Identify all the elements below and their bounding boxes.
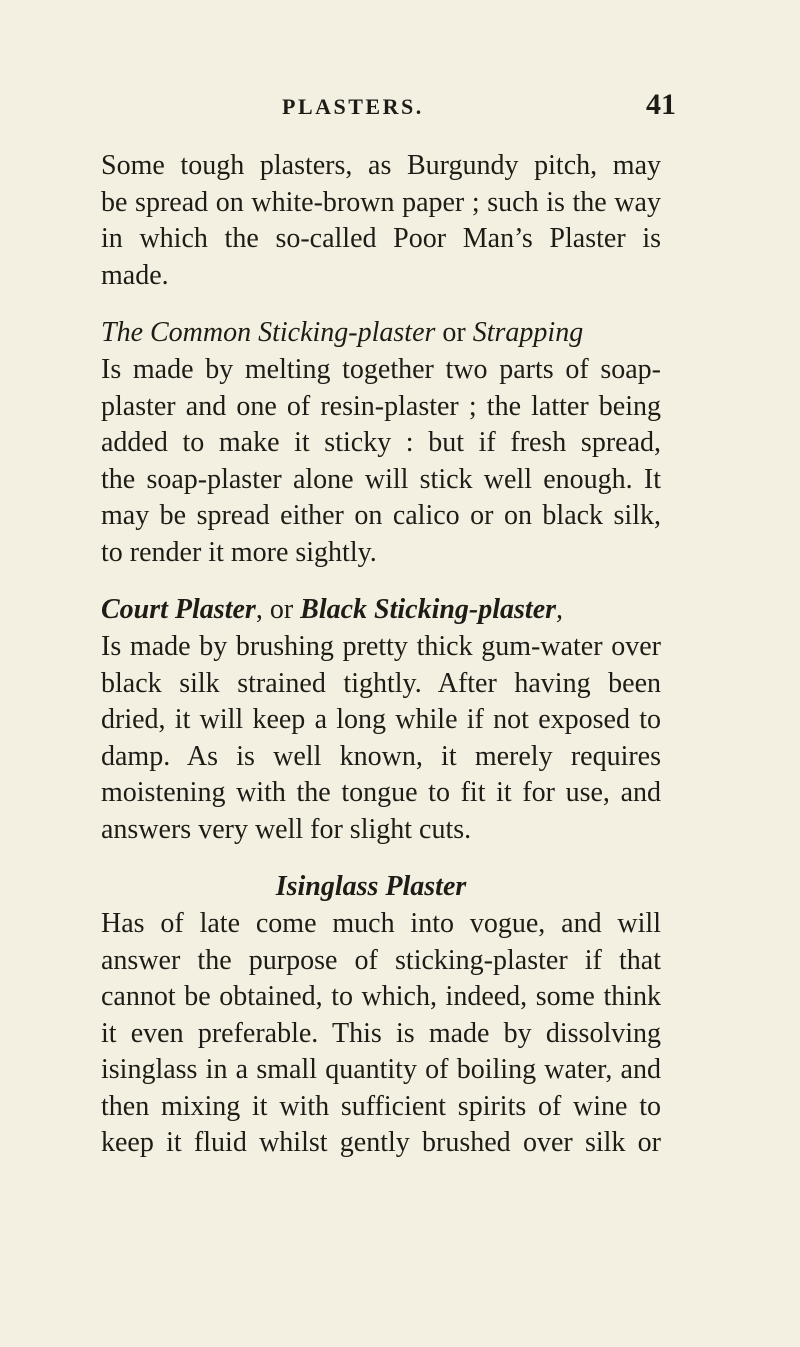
text-line: be spread on white-brown paper ; such is the way xyxy=(101,186,661,218)
section-heading-isinglass-plaster xyxy=(101,868,661,906)
paragraph-poor-mans-plaster xyxy=(101,148,661,294)
text-line: it even preferable. This is made by dissolving xyxy=(101,1017,661,1049)
section-heading-court-plaster xyxy=(101,591,661,629)
body-text xyxy=(101,148,661,1162)
heading-comma: , xyxy=(556,594,564,625)
text-line: answers very well for slight cuts. xyxy=(101,813,472,845)
running-head: PLASTERS. xyxy=(282,94,424,119)
heading-part: Isinglass Plaster xyxy=(275,871,467,902)
text-line: may be spread either on calico or on black silk, xyxy=(101,500,661,531)
heading-part: The Common Sticking-plaster xyxy=(101,317,436,348)
heading-joiner: or xyxy=(435,317,473,348)
paragraph-isinglass-plaster xyxy=(101,906,661,1162)
paragraph-court-plaster xyxy=(101,629,661,848)
page-header xyxy=(0,88,800,128)
page-number: 41 xyxy=(646,88,676,121)
text-line: plaster and one of resin-plaster ; the latter being xyxy=(101,390,661,422)
text-line: Is made by melting together two parts of soap- xyxy=(101,354,661,385)
text-line: keep it fluid whilst gently brushed over silk or xyxy=(101,1127,661,1158)
text-line: cannot be obtained, to which, indeed, some think xyxy=(101,981,661,1012)
section-heading-common-sticking-plaster xyxy=(101,314,661,352)
paragraph-gap xyxy=(101,848,661,868)
text-line: to render it more sightly. xyxy=(101,536,377,568)
text-line: damp. As is well known, it merely requires xyxy=(101,740,661,772)
heading-part: Black Sticking-plaster xyxy=(300,594,557,625)
text-line: answer the purpose of sticking-plaster if that xyxy=(101,944,661,976)
text-line: black silk strained tightly. After having been xyxy=(101,667,661,699)
paragraph-gap xyxy=(101,294,661,314)
paragraph-gap xyxy=(101,571,661,591)
text-line: Some tough plasters, as Burgundy pitch, may xyxy=(101,150,661,181)
text-line: Is made by brushing pretty thick gum-water over xyxy=(101,631,661,662)
text-line: dried, it will keep a long while if not exposed to xyxy=(101,704,661,735)
text-line: then mixing it with sufficient spirits of wine to xyxy=(101,1090,661,1122)
heading-joiner: or xyxy=(262,594,301,625)
heading-part: Court Plaster xyxy=(101,594,256,625)
text-line: isinglass in a small quantity of boiling water, and xyxy=(101,1054,661,1085)
text-line: in which the so-called Poor Man’s Plaster is xyxy=(101,223,661,254)
text-line: moistening with the tongue to fit it for use, and xyxy=(101,777,661,808)
text-line: added to make it sticky : but if fresh spread, xyxy=(101,427,661,458)
text-line: Has of late come much into vogue, and will xyxy=(101,908,661,939)
heading-comma: , xyxy=(255,594,263,625)
heading-part: Strapping xyxy=(472,317,584,348)
text-line: made. xyxy=(101,259,169,291)
text-line: the soap-plaster alone will stick well enough. It xyxy=(101,463,661,495)
paragraph-common-sticking-plaster xyxy=(101,352,661,571)
